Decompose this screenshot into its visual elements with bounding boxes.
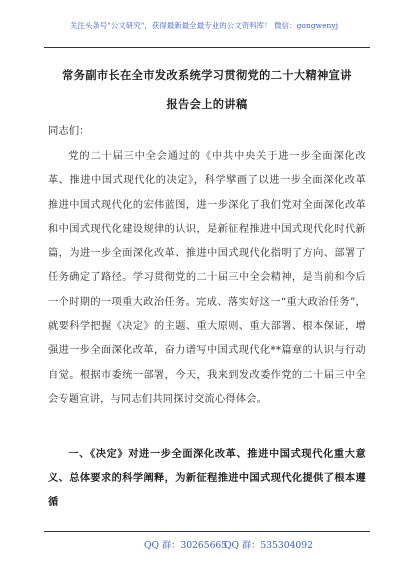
- section-heading: 一、《决定》对进一步全面深化改革、推进中国式现代化重大意义、总体要求的科学阐释，为新征程推进中国式现代化提供了根本遵循: [48, 448, 366, 508]
- document-title-line1: 常务副市长在全市发改系统学习贯彻党的二十大精神宣讲: [62, 68, 352, 82]
- footer-qq-group-1: QQ 群：30265665: [144, 540, 228, 551]
- header-banner: 关注头条号"公文研究"，获得最新最全最专业的公文资料库！ 微信：gongwenyj: [69, 21, 339, 30]
- footer-divider: [44, 531, 370, 532]
- document-title-line2: 报告会上的讲稿: [166, 97, 248, 111]
- greeting: 同志们：: [48, 125, 90, 137]
- footer-qq-group-2: QQ 群：535304092: [224, 540, 313, 551]
- header-divider: [44, 47, 370, 48]
- body-paragraph: 党的二十届三中全会通过的《中共中央关于进一步全面深化改革、推进中国式现代化的决定》，科学擘画了以进一步全面深化改革推进中国式现代化的宏伟蓝图，进一步深化了我们党对全面深化改革和中国式现代化建设规律的认识，是新征程推进中国式现代化时代新篇，为进一步全面深化改革、推进中国式现代化指明了方向、部署了任务确定了路径。学习贯彻党的二十届三中全会精神，是当前和今后一个时期的一项重大政治任务。完成、落实好这一“重大政治任务”，就要科学把握《决定》的主题、重大原则、重大部署、根本保证，增强进一步全面深化改革，奋力谱写中国式现代化**篇章的认识与行动自觉。根据市委统一部署，今天，我来到发改委作党的二十届三中全会专题宣讲，与同志们共同探讨交流心得体会。: [48, 151, 366, 405]
